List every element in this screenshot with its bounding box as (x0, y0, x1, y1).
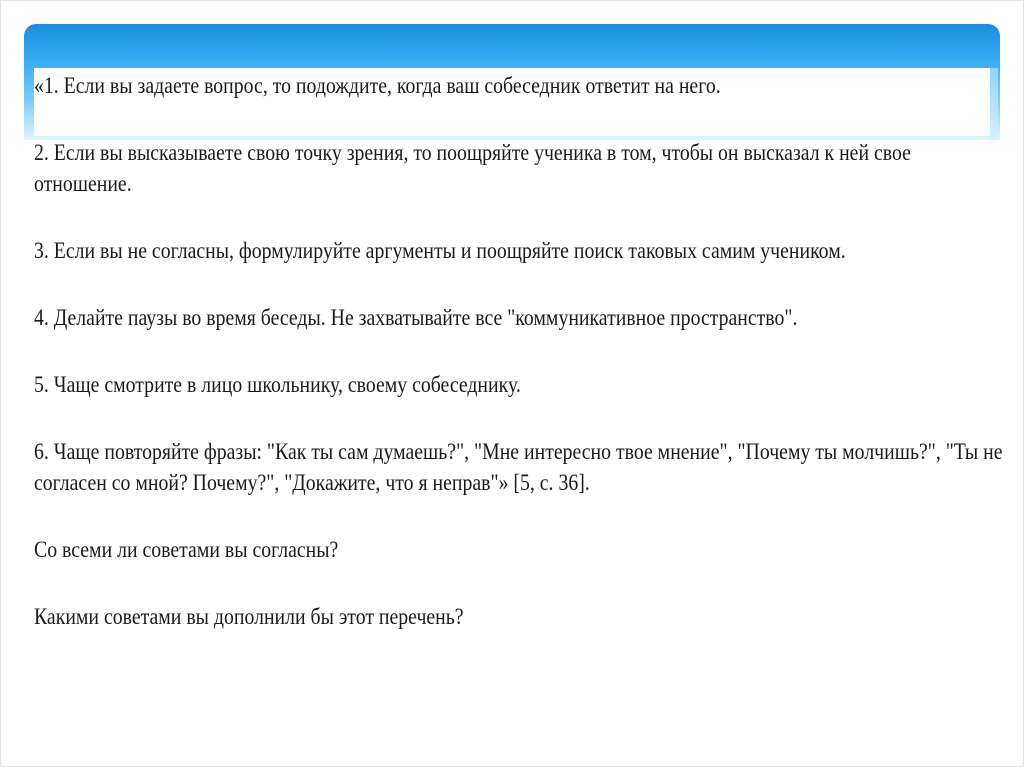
question-agree: Со всеми ли советами вы согласны? (34, 537, 339, 562)
advice-item-5: 5. Чаще смотрите в лицо школьнику, своему собеседнику. (34, 372, 521, 397)
advice-item-4: 4. Делайте паузы во время беседы. Не захватывайте все "коммуникативное пространство". (34, 305, 798, 330)
question-supplement: Какими советами вы дополнили бы этот перечень? (34, 604, 464, 629)
advice-item-2: 2. Если вы высказываете свою точку зрения, то поощряйте ученика в том, чтобы он высказал к ней свое отношение. (34, 140, 911, 196)
advice-item-6: 6. Чаще повторяйте фразы: "Как ты сам думаешь?", "Мне интересно твое мнение", "Почему ты молчишь?", "Ты не согласен со мной? Почему?", "Докажите, что я неправ"» [5, с. 36]. (34, 439, 1003, 495)
advice-item-3: 3. Если вы не согласны, формулируйте аргументы и поощряйте поиск таковых самим учеником. (34, 238, 846, 263)
advice-item-1: «1. Если вы задаете вопрос, то подождите, когда ваш собеседник ответит на него. (34, 73, 721, 98)
slide-content (34, 70, 1006, 668)
